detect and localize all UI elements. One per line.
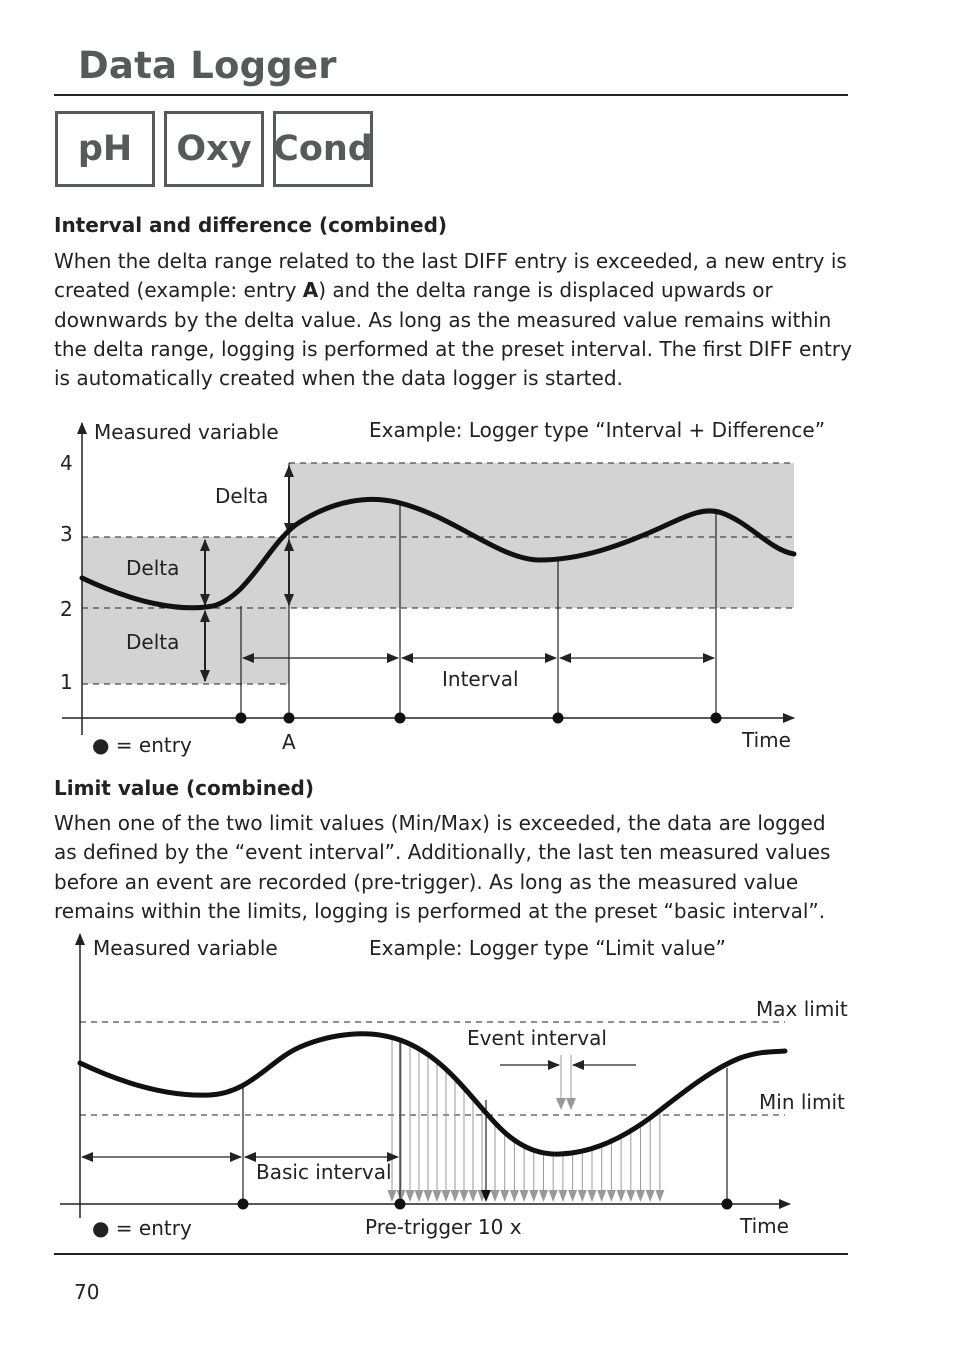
entry-point: [395, 1199, 406, 1210]
page-number: 70: [74, 1280, 100, 1304]
sample-arrowhead: [655, 1190, 664, 1202]
page-title: Data Logger: [78, 44, 337, 87]
event-interval-samples: [561, 1055, 571, 1102]
entry-point: [722, 1199, 733, 1210]
y-tick-4: 4: [60, 451, 73, 475]
sample-arrowhead: [549, 1190, 558, 1202]
tag-ph: pH: [55, 111, 155, 187]
min-limit-label: Min limit: [759, 1090, 845, 1114]
para-text-after: ) and the delta range is displaced upwards or downwards by the delta value. As long as the measured value remains within the delta range, logging is performed at the preset interval. The first DIFF entry is automatically created when the data logger is started.: [54, 278, 852, 391]
section-heading-limit-value: Limit value (combined): [54, 776, 314, 800]
entry-legend: ● = entry: [92, 733, 192, 757]
section-paragraph-limit-value: When one of the two limit values (Min/Max) is exceeded, the data are logged as defined by the “event interval”. Additionally, the last ten measured values before an event are recorded (pre-trigger). As long as the measured value remains within the limits, logging is performed at the preset “basic interval”.: [54, 811, 831, 923]
basic-interval-label: Basic interval: [256, 1160, 392, 1184]
sample-arrowhead: [558, 1190, 567, 1202]
y-tick-2: 2: [60, 597, 73, 621]
sample-arrowhead: [636, 1190, 645, 1202]
tag-oxy: Oxy: [164, 111, 264, 187]
limit-lines: [80, 1022, 785, 1115]
sample-arrowhead: [597, 1190, 606, 1202]
sample-arrowhead: [491, 1190, 500, 1202]
interval-label: Interval: [442, 667, 519, 691]
sample-arrowhead: [578, 1190, 587, 1202]
sample-arrowhead: [451, 1190, 460, 1202]
sample-arrowhead: [529, 1190, 538, 1202]
delta-label-top: Delta: [215, 484, 269, 508]
sample-arrowhead: [442, 1190, 451, 1202]
sample-arrowhead: [520, 1190, 529, 1202]
y-axis-label: Measured variable: [94, 420, 279, 444]
sample-arrowhead: [424, 1190, 433, 1202]
sample-arrowhead: [617, 1190, 626, 1202]
sample-arrowhead: [539, 1190, 548, 1202]
pretrigger-label: Pre-trigger 10 x: [365, 1215, 522, 1239]
event-interval-label: Event interval: [467, 1026, 607, 1050]
y-axis-label: Measured variable: [93, 936, 278, 960]
para-entry-a-bold: A: [302, 278, 319, 303]
sample-arrowhead: [588, 1190, 597, 1202]
x-axis-label: Time: [740, 1214, 789, 1238]
sample-arrowhead: [415, 1190, 424, 1202]
sample-arrowhead: [460, 1190, 469, 1202]
sample-arrowhead: [388, 1190, 397, 1202]
sample-arrowhead: [500, 1190, 509, 1202]
tag-cond: Cond: [273, 111, 373, 187]
y-tick-3: 3: [60, 522, 73, 546]
sample-arrowhead: [433, 1190, 442, 1202]
section-heading-interval-difference: Interval and difference (combined): [54, 213, 448, 237]
sample-arrowhead: [626, 1190, 635, 1202]
delta-label-bottom: Delta: [126, 630, 180, 654]
y-tick-1: 1: [60, 670, 73, 694]
para-text-before: When the delta range related to the last DIFF entry is exceeded, a new entry is created (example: entry: [54, 249, 847, 303]
sample-arrowheads: [388, 1190, 665, 1202]
sample-arrowhead: [510, 1190, 519, 1202]
footer-rule: [54, 1253, 848, 1255]
sample-arrowhead: [469, 1190, 478, 1202]
sample-arrowhead: [568, 1190, 577, 1202]
delta-label-middle: Delta: [126, 556, 180, 580]
sample-arrowhead: [406, 1190, 415, 1202]
entry-point: [238, 1199, 249, 1210]
example-label: Example: Logger type “Interval + Difference”: [369, 418, 826, 442]
sample-arrowhead: [607, 1190, 616, 1202]
measurement-curve: [80, 1034, 785, 1154]
example-label: Example: Logger type “Limit value”: [369, 936, 726, 960]
entry-a-label: A: [282, 730, 296, 754]
entry-legend: ● = entry: [92, 1216, 192, 1240]
x-axis-label: Time: [742, 728, 791, 752]
max-limit-label: Max limit: [756, 997, 848, 1021]
sample-arrowhead: [646, 1190, 655, 1202]
